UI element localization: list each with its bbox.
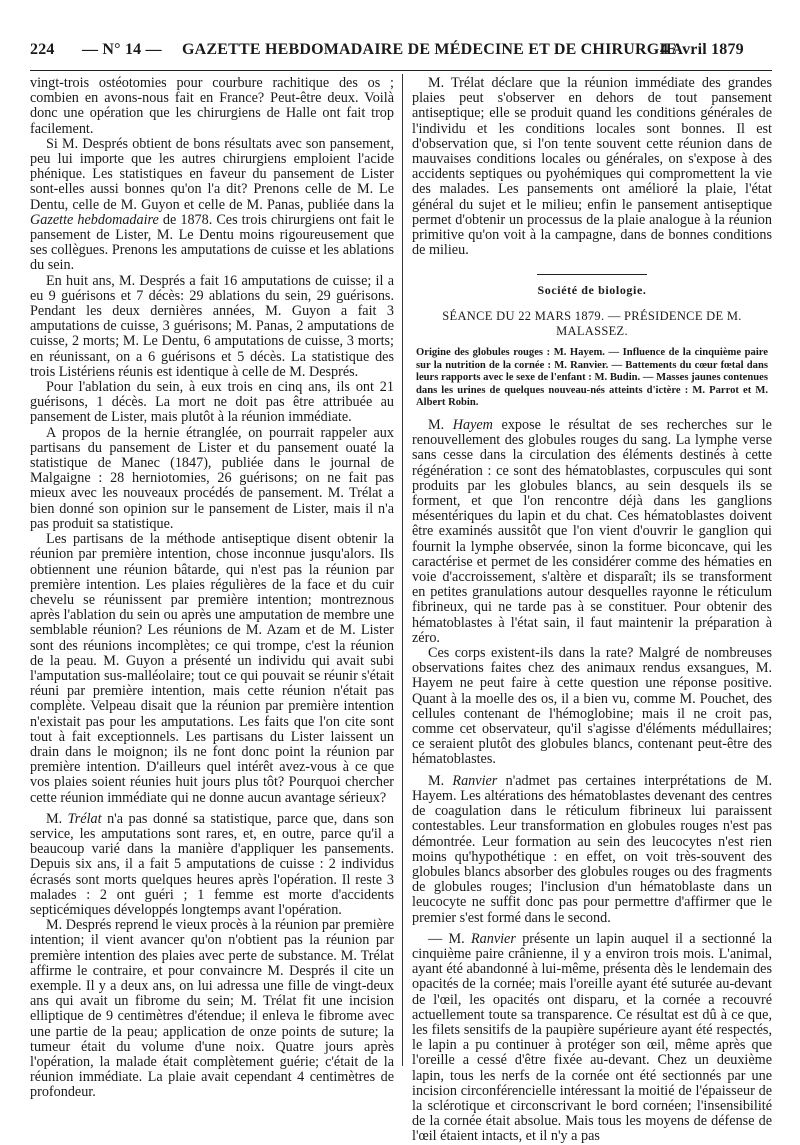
issue-number: — N° 14 —: [82, 41, 162, 58]
paragraph: — M. Ranvier présente un lapin auquel il a sectionné la cinquième paire crânienne, il y a environ trois mois. L'animal, ayant été abandonné à lui-même, présenta dès le lendemain des opacités de la cornée; mais l'oreille ayant été suturée au-devant de l'œil, les opacités ont disparu, et la cornée a recouvré actuellement toute sa transparence. Ce résultat est dû à ce que, les filets sensitifs de la paupière supérieure ayant été respectés, le lapin a pu continuer à protéger son œil, même après que l'oreille a cessé d'être fixée au-devant. Chez un deuxième lapin, tous les nerfs de la cornée ont été sectionnés par une incision circonférencielle intéressant la moitié de l'épaisseur de la sclérotique et circonscrivant le bord cornéen; l'insensibilité de la cornée était absolue. Mais tous les moyens de défense de l'œil étaient intacts, et il n'y a pas: [412, 930, 772, 1145]
issue-date: 4 Avril 1879: [660, 41, 744, 58]
paragraph: M. Ranvier n'admet pas certaines interprétations de M. Hayem. Les altérations des hématoblastes devenant des centres de coagulation dans le réticulum fibrineux lui paraissent contestables. Leur transformation en globules rouges n'est pas démontrée. Leur formation au sein des leucocytes n'est rien moins qu'hypothétique : en effet, on voit très-souvent des globules blancs absorber des globules rouges ou des fragments de globules rouges; l'inclusion d'un hématoblaste dans un leucocyte ne suffit donc pas pour permettre d'affirmer que le premier s'est formé dans le second.: [412, 772, 772, 926]
column-divider: [402, 74, 403, 1066]
paragraph: vingt-trois ostéotomies pour courbure rachitique des os ; combien en avons-nous fait en France? Peut-être deux. Voilà donc une opération que les chirurgiens de Halle ont fait trop facilement.: [30, 75, 394, 137]
speaker-name-italic: Trélat: [67, 810, 102, 827]
page-header: [30, 41, 772, 67]
paragraph: Si M. Després obtient de bons résultats avec son pansement, peu lui importe que les autres chirurgiens emploient l'acide phénique. Les statistiques en faveur du pansement de Lister sont-elles aussi bonnes qu'on l'a dit? Prenons celle de M. Le Dentu, celle de M. Guyon et celle de M. Panas, publiée dans la Gazette hebdomadaire de 1878. Ces trois chirurgiens ont fait le pansement de Lister, M. Le Dentu moins rigoureusement que ses collègues. Prenons les amputations de cuisse et les ablations du sein.: [30, 135, 394, 274]
journal-name-italic: Gazette hebdomadaire: [30, 211, 159, 228]
paragraph: Pour l'ablation du sein, à eux trois en cinq ans, ils ont 21 guérisons, 1 décès. La mort ne doit pas être attribuée au pansement de Lister, mais plutôt à la réunion immédiate.: [30, 379, 394, 426]
left-column: [30, 76, 394, 1101]
paragraph: M. Trélat déclare que la réunion immédiate des grandes plaies peut s'observer en dehors de tout pansement antiseptique; elle se produit quand les conditions générales de l'individu et les conditions locales sont bonnes. Il est d'observation que, si l'on tente souvent cette réunion dans de mauvaises conditions locales ou générales, on s'expose à des accidents septiques ou pyohémiques qui compromettent la vie des malades. Les pansements ont amélioré la plaie, l'état général du sujet et le milieu; enfin le pansement antiseptique permet d'obtenir un processus de la plaie analogue à la réunion primitive qu'on voit à la campagne, dans de bonnes conditions de milieu.: [412, 75, 772, 259]
speaker-name-italic: Ranvier: [452, 772, 498, 789]
page-number: 224: [30, 41, 55, 58]
session-summary: Origine des globules rouges : M. Hayem. — Influence de la cinquième paire sur la nutrition de la cornée : M. Ranvier. — Battements du cœur fœtal dans leurs rapports avec le sexe de l'enfant : M. Budin. — Masses jaunes contenues dans les urines de quelques nouveau-nés atteints d'ictère : M. Parrot et M. Albert Robin.: [416, 347, 768, 409]
header-rule: [30, 70, 772, 71]
paragraph: Ces corps existent-ils dans la rate? Malgré de nombreuses observations faites chez des animaux rendus exsangues, M. Hayem ne peut faire à cette question une réponse positive. Quant à la moelle des os, il a bien vu, comme M. Pouchet, des cellules contenant de l'hémoglobine; mais il ne croit pas, comme cet observateur, qu'il s'agisse d'éléments médullaires; ce seraient plutôt des globules blancs, contenant peut-être des hématoblastes.: [412, 645, 772, 768]
speaker-name-italic: Ranvier: [470, 930, 516, 947]
session-heading: SÉANCE DU 22 MARS 1879. — PRÉSIDENCE DE M. MALASSEZ.: [442, 308, 742, 338]
paragraph: M. Hayem expose le résultat de ses recherches sur le renouvellement des globules rouges du sang. La lymphe verse sans cesse dans la circulation des éléments destinés à cette régénération : ce sont des hématoblastes, corpuscules qui sont produits par les globules blancs, au sein desquels ils se forment, et que l'on rencontre déjà dans les ganglions mésentériques du lapin et du chat. Ces hématoblastes doivent être examinés aussitôt que l'on vient d'ouvrir le ganglion qui fournit la lymphe observée, sinon la forme biconcave, qui les caractérise et permet de les considérer comme des hématies en voie d'accroissement, s'altère et disparaît; ils se transforment en petites granulations autour desquelles rayonne le réticulum fibrineux, qui ne tarde pas à se constituer. Pour obtenir des hématoblastes à l'état sain, il faut maintenir la préparation à zéro.: [412, 417, 772, 646]
paragraph: M. Trélat n'a pas donné sa statistique, parce que, dans son service, les amputations sont rares, et, en outre, parce qu'il a beaucoup varié dans la manière d'appliquer les pansements. Depuis six ans, il a fait 5 amputations de cuisse : 2 individus écrasés sont morts quelques heures après l'opération. Il reste 3 malades : 2 ont guéri ; 1 femme est morte d'accidents septicémiques développés longtemps avant l'opération.: [30, 810, 394, 918]
paragraph: En huit ans, M. Després a fait 16 amputations de cuisse; il a eu 9 guérisons et 7 décès: 29 ablations du sein, 29 guérisons. Pendant les deux dernières années, M. Guyon a fait 3 amputations de cuisse, 3 guérisons; M. Panas, 2 amputations de cuisse, 2 morts; M. Le Dentu, 6 amputations de cuisse, 3 morts; en réunissant, on a 6 guérisons et 5 décès. La statistique des trois Listériens réunis est identique à celle de M. Després.: [30, 272, 394, 380]
right-column: [412, 76, 772, 1145]
society-title: Société de biologie.: [537, 283, 647, 298]
paragraph: Les partisans de la méthode antiseptique disent obtenir la réunion par première intention, chose inconnue jusqu'alors. Ils obtiennent une réunion bâtarde, qui n'est pas la réunion par première intention. Les plaies régulières de la face et du cuir chevelu se réunissent par première intention; montreznous après l'ablation du sein ou après une amputation de membre une semblable réunion? Les réunions de M. Azam et de M. Lister sont des réunions incomplètes; ce qui trompe, c'est la réunion de la peau. M. Guyon a présenté un individu qui avait subi l'amputation sus-malléolaire; tout ce qui pouvait se réunir s'était réuni par première intention, mais cette réunion n'était pas complète. Velpeau disait que la réunion par première intention n'existait pas pour les amputations. Les faits que l'on cite sont tout à fait exceptionnels. Les partisans du Lister laissent un drain dans le moignon; ils ne font donc point la réunion par première intention. D'ailleurs quel intérêt avez-vous à ce que vos plaies soient réunies huit jours plus tôt? Pourquoi chercher cette réunion immédiate qui ne donne aucun avantage sérieux?: [30, 531, 394, 806]
journal-title: GAZETTE HEBDOMADAIRE DE MÉDECINE ET DE CHIRURGIE: [182, 41, 677, 58]
speaker-name-italic: Hayem: [452, 417, 493, 434]
paragraph: M. Després reprend le vieux procès à la réunion par première intention; il vient avancer qu'on n'obtient pas la réunion par première intention des plaies avec perte de substance. M. Trélat affirme le contraire, et pour convaincre M. Després il cite un exemple. Il y a deux ans, on lui adressa une fille de vingt-deux ans qui avait un fibrome du sein; M. Trélat fit une incision elliptique de 9 centimètres d'étendue; il enleva le fibrome avec une partie de la peau; application de onze points de suture; la tumeur était du volume d'une noix. Quatre jours après l'opération, la malade était complètement guérie; c'était de la réunion immédiate. La plaie avait cependant 4 centimètres de profondeur.: [30, 917, 394, 1101]
section-separator: [537, 274, 647, 275]
paragraph: A propos de la hernie étranglée, on pourrait rappeler aux partisans du pansement de Lister et du pansement ouaté la statistique de Manec (1847), publiée dans le journal de Malgaigne : 28 herniotomies, 26 guérisons; on ne fait pas mieux avec les nouveaux procédés de pansement. M. Trélat a bien donné son opinion sur le pansement de Lister, mais il n'a pas produit sa statistique.: [30, 424, 394, 532]
